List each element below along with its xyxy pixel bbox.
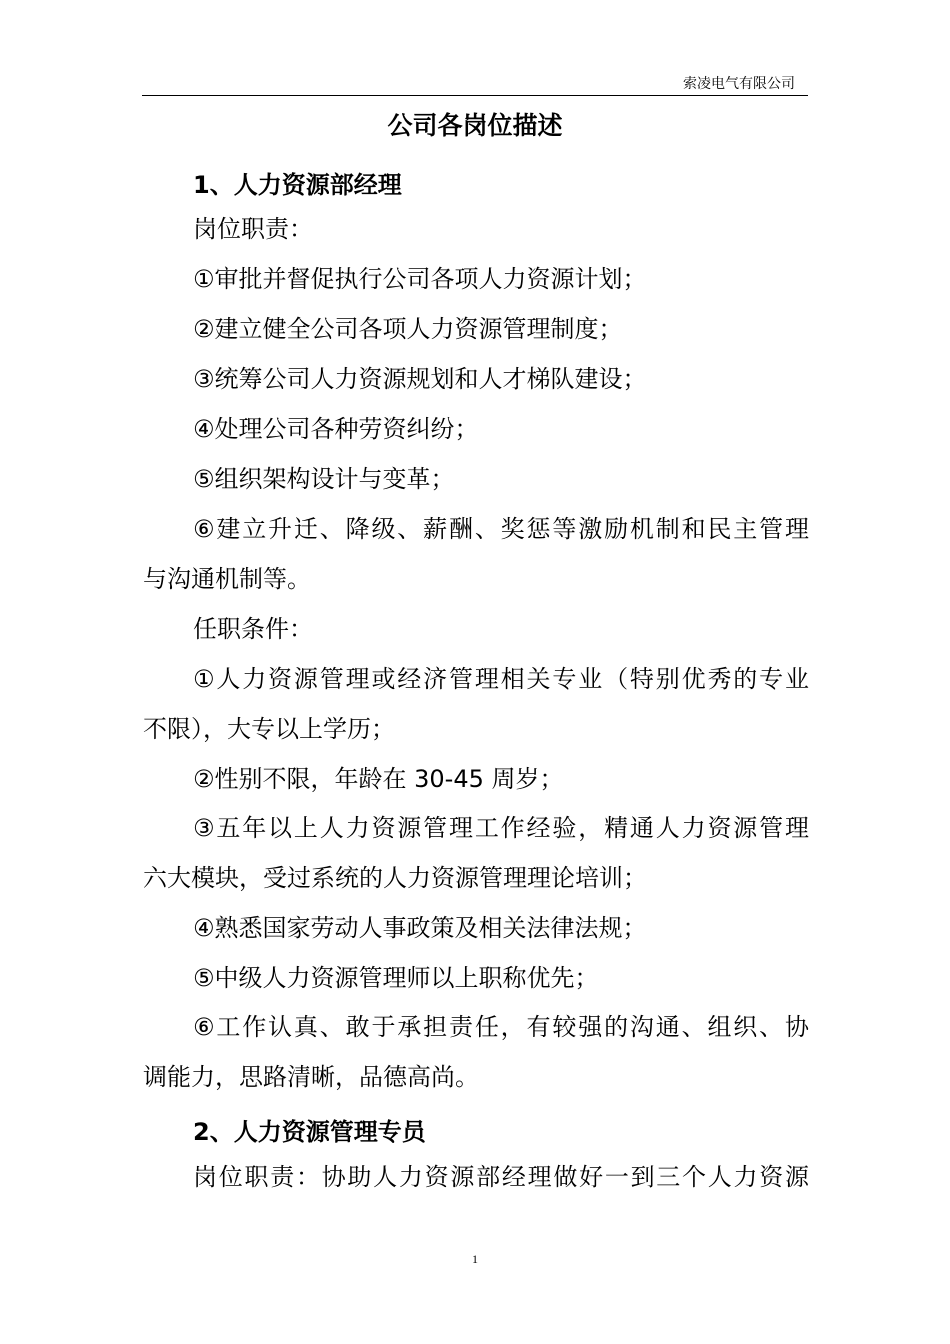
duty-item-continuation: 与沟通机制等。: [143, 565, 311, 593]
page-number: 1: [472, 1252, 478, 1266]
duty-item: ②建立健全公司各项人力资源管理制度；: [193, 315, 623, 343]
requirement-item-continuation: 调能力，思路清晰，品德高尚。: [143, 1063, 479, 1091]
requirement-item: ⑥工作认真、敢于承担责任，有较强的沟通、组织、协: [193, 1013, 809, 1041]
duty-item: ①审批并督促执行公司各项人力资源计划；: [193, 265, 647, 293]
requirement-item: ④熟悉国家劳动人事政策及相关法律法规；: [193, 914, 647, 942]
duty-item: ④处理公司各种劳资纠纷；: [193, 415, 479, 443]
section2-duties: 岗位职责：协助人力资源部经理做好一到三个人力资源: [193, 1163, 809, 1191]
requirement-item-continuation: 不限），大专以上学历；: [143, 715, 395, 743]
duty-item: ⑤组织架构设计与变革；: [193, 465, 455, 493]
requirement-item: ②性别不限，年龄在 30-45 周岁；: [193, 765, 564, 793]
requirement-item: ⑤中级人力资源管理师以上职称优先；: [193, 964, 599, 992]
section1-duties-label: 岗位职责：: [193, 215, 313, 243]
section1-requirements-label: 任职条件：: [193, 615, 313, 643]
document-title: 公司各岗位描述: [387, 111, 563, 140]
duty-item: ③统筹公司人力资源规划和人才梯队建设；: [193, 365, 647, 393]
section2-heading: 2、人力资源管理专员: [193, 1118, 426, 1146]
duty-item: ⑥建立升迁、降级、薪酬、奖惩等激励机制和民主管理: [193, 515, 809, 543]
requirement-item: ③五年以上人力资源管理工作经验，精通人力资源管理: [193, 814, 809, 842]
requirement-item: ①人力资源管理或经济管理相关专业（特别优秀的专业: [193, 665, 809, 693]
requirement-item-continuation: 六大模块，受过系统的人力资源管理理论培训；: [143, 864, 647, 892]
header-company-name: 索凌电气有限公司: [683, 76, 795, 92]
section1-heading: 1、人力资源部经理: [193, 171, 402, 199]
header-divider: [142, 95, 808, 96]
